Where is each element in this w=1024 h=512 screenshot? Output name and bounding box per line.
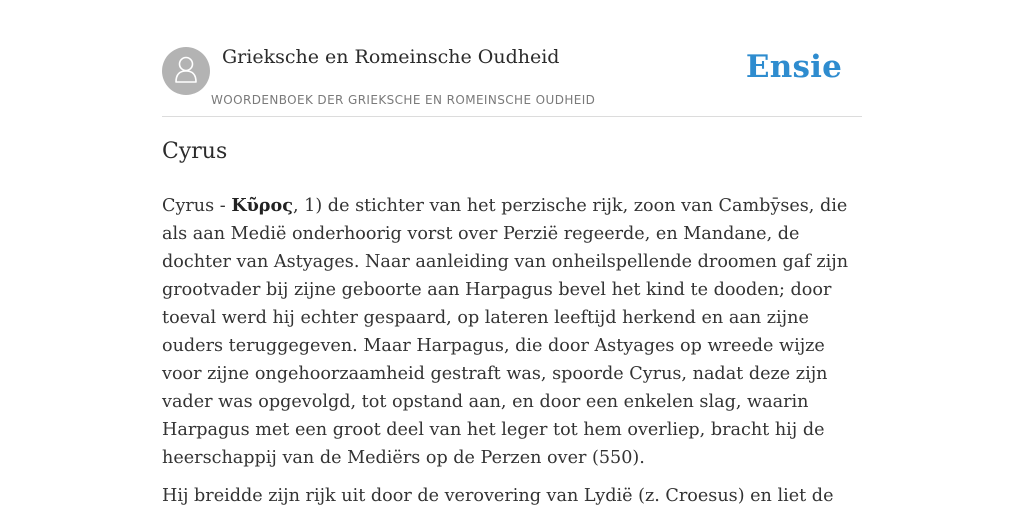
avatar[interactable] (162, 47, 210, 95)
user-icon (173, 54, 199, 88)
brand-logo[interactable]: Ensie (745, 49, 842, 85)
page (162, 0, 862, 512)
entry-text: , 1) de stichter van het perzische rijk, zoon van Cambȳses, die als aan Medië onderhoorig vorst over Perzië regeerde, en Mandane, de dochter van Astyages. Naar aanleiding van onheilspellende droomen gaf zijn grootvader bij zijne geboorte aan Harpagus bevel het kind te dooden; door toeval werd hij echter gespaard, op lateren leeftijd herkend en aan zijne ouders teruggegeven. Maar Harpagus, die door Astyages op wreede wijze voor zijne ongehoorzaamheid gestraft was, spoorde Cyrus, nadat deze zijn vader was opgevolgd, tot opstand aan, en door een enkelen slag, waarin Harpagus met een groot deel van het leger tot hem overliep, bracht hij de heerschappij van de Mediërs op de Perzen over (550). (162, 196, 849, 468)
entry-paragraph (162, 192, 864, 472)
entry-title: Cyrus (162, 139, 228, 164)
entry-paragraph: Hij breidde zijn rijk uit door de verovering van Lydië (z. Croesus) en liet de (162, 486, 834, 506)
header (162, 46, 862, 117)
entry-body (162, 192, 864, 512)
book-subtitle: WOORDENBOEK DER GRIEKSCHE EN ROMEINSCHE OUDHEID (211, 93, 596, 107)
greek-term: Κῦρος (231, 195, 293, 216)
entry-term: Cyrus - (162, 196, 232, 216)
book-title[interactable]: Grieksche en Romeinsche Oudheid (222, 46, 560, 68)
